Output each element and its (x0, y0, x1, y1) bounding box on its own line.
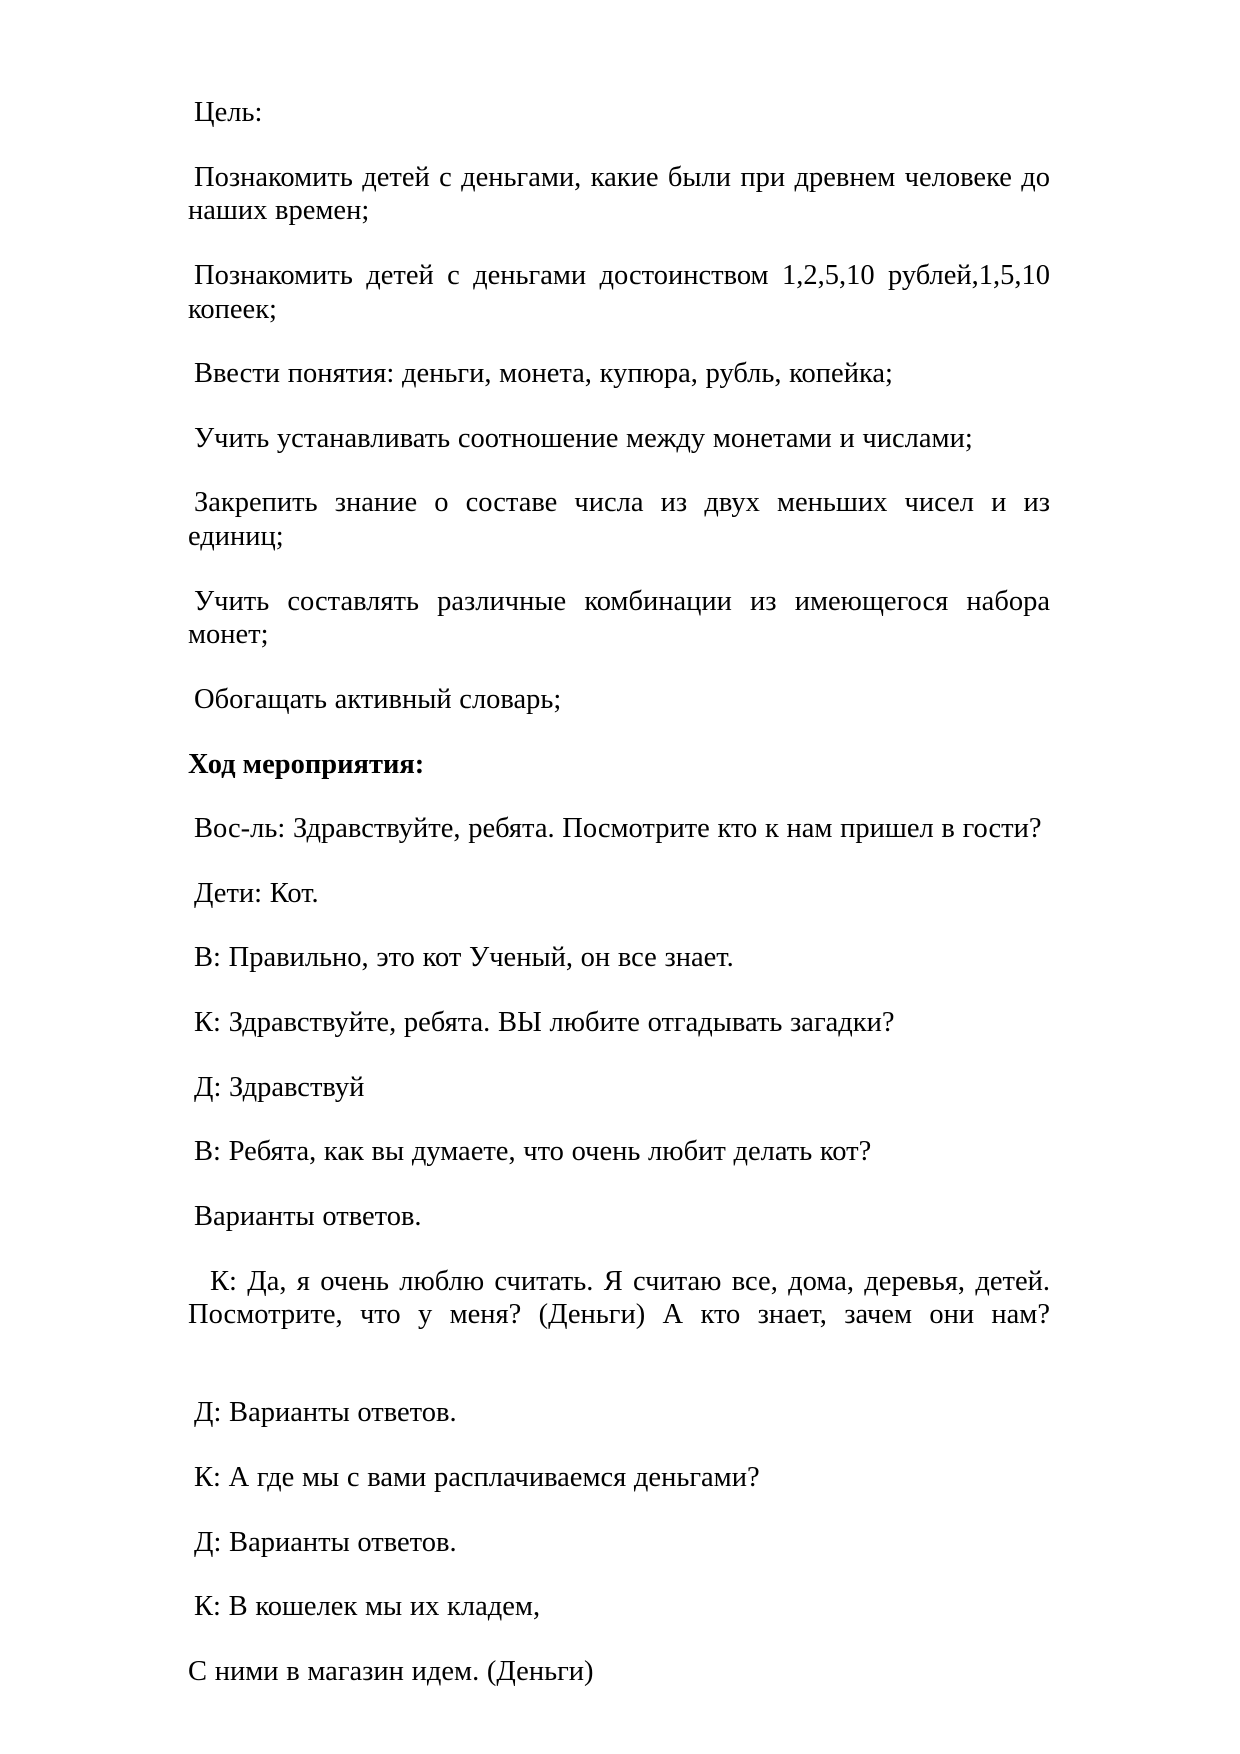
dialogue-line: Варианты ответов. (194, 1200, 422, 1232)
goal-item: Обогащать активный словарь; (194, 683, 562, 715)
dialogue-line: К: Да, я очень люблю считать. Я считаю все, дома, деревья, детей. Посмотрите, что у меня? (Деньги) А кто знает, зачем они нам? (188, 1265, 1050, 1331)
dialogue-line: Д: Здравствуй (194, 1071, 365, 1103)
dialogue-line: Дети: Кот. (194, 877, 319, 909)
dialogue-line: Д: Варианты ответов. (194, 1526, 457, 1558)
dialogue-line: К: Здравствуйте, ребята. ВЫ любите отгадывать загадки? (194, 1007, 895, 1038)
dialogue-line: К: В кошелек мы их кладем, (194, 1591, 541, 1623)
goal-item: Учить устанавливать соотношение между монетами и числами; (194, 422, 973, 454)
dialogue-line: В: Ребята, как вы думаете, что очень любит делать кот? (194, 1136, 872, 1168)
goals-label: Цель: (194, 97, 263, 128)
goal-item: Учить составлять различные комбинации из имеющегося набора монет; (188, 585, 1050, 651)
goal-item: Познакомить детей с деньгами, какие были при древнем человеке до наших времен; (188, 161, 1050, 227)
dialogue-line: В: Правильно, это кот Ученый, он все знает. (194, 942, 734, 974)
dialogue-line: К: А где мы с вами расплачиваемся деньгами? (194, 1462, 760, 1493)
dialogue-line: Д: Варианты ответов. (194, 1397, 457, 1429)
goal-item: Ввести понятия: деньги, монета, купюра, рубль, копейка; (194, 358, 893, 390)
document-body (188, 96, 1050, 1720)
goal-item: Познакомить детей с деньгами достоинством 1,2,5,10 рублей,1,5,10 копеек; (188, 259, 1050, 325)
dialogue-line: Вос-ль: Здравствуйте, ребята. Посмотрите кто к нам пришел в гости? (194, 813, 1042, 845)
section-heading: Ход мероприятия: (188, 748, 425, 780)
dialogue-line: С ними в магазин идем. (Деньги) (188, 1655, 594, 1687)
goal-item: Закрепить знание о составе числа из двух меньших чисел и из единиц; (188, 487, 1050, 552)
